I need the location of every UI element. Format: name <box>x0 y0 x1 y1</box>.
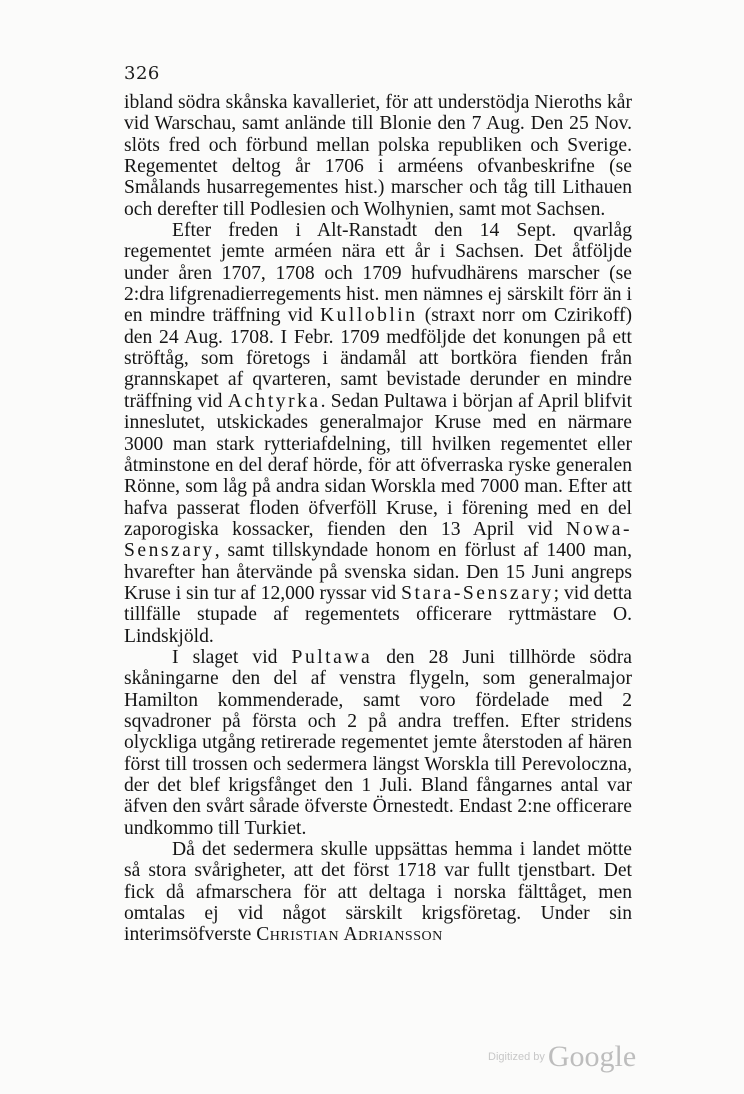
text-segment: Efter freden i Alt-Ranstadt den 14 Sept. qvarlåg regementet jemte arméen nära ett år i Sachsen. Det åtföljde under åren 1707, 1708 och 1709 hufvudhärens marscher (se 2:dra lifgrenadierregements hist. men nämnes ej särskilt förr än i en mindre träffning vid <box>124 220 632 327</box>
text-segment: (straxt norr om Czirikoff) den 24 Aug. 1708. I Febr. 1709 medföljde det konungen på ett ströftåg, som företogs i ändamål att bortköra fienden från grannskapet af qvarteren, samt bevistade derunder en mindre träffning vid <box>124 305 632 412</box>
page-number: 326 <box>124 63 160 84</box>
place-name-spaced: Nowa-Senszary <box>124 518 632 562</box>
text-segment: . Sedan Pultawa i början af April blifvit inneslutet, utskickades generalmajor Kruse med en närmare 3000 man stark rytteriafdelning, till hvilken regementet eller åtminstone en del deraf hörde, för att öfverraska ryske generalen Rönne, som låg på andra sidan Worskla med 7000 man. Efter att hafva passerat floden öfverföll Kruse, i förening med en del zaporogiska kossacker, fienden den 13 April vid <box>124 390 633 540</box>
person-name-smallcaps: Christian Adriansson <box>256 924 443 946</box>
text-segment: den 28 Juni tillhörde södra skåningarne den del af venstra flygeln, som generalmajor Hamilton kommenderade, samt voro fördelade med 2 sqvadroner på första och 2 på andra treffen. Efter stridens olyckliga utgång retirerade regementet jemte återstoden af hären först till trossen och sedermera längst Worskla till Perevoloczna, der det blef krigsfånget den 1 Juli. Bland fångarnes antal var äfven den svårt sårade öfverste Örnestedt. Endast 2:ne officerare undkommo till Turkiet. <box>124 646 632 839</box>
place-name-spaced: Achtyrka <box>227 390 321 412</box>
digitized-by-google-watermark <box>488 1040 636 1074</box>
place-name-spaced: Kulloblin <box>319 305 418 327</box>
text-segment: ibland södra skånska kavalleriet, för att understödja Nieroths kår vid Warschau, samt anlände till Blonie den 7 Aug. Den 25 Nov. slöts fred och förbund mellan polska republiken och Sverige. Regementet deltog år 1706 i arméens ofvanbeskrifne (se Smålands husarregementes hist.) marscher och tåg till Lithauen och derefter till Podlesien och Wolhynien, samt mot Sachsen. <box>124 92 632 220</box>
google-logo: Google <box>547 1040 637 1073</box>
paragraph-2 <box>124 220 632 647</box>
watermark-prefix: Digitized by <box>488 1051 545 1063</box>
body-text <box>124 92 632 946</box>
text-segment: , samt tillskyndade honom en förlust af 1400 man, hvarefter han återvände på svenska sidan. Den 15 Juni angreps Kruse i sin tur af 12,000 ryssar vid <box>124 540 632 604</box>
paragraph-4 <box>124 839 632 946</box>
paragraph-3 <box>124 647 632 839</box>
place-name-spaced: Stara-Senszary <box>401 582 554 604</box>
text-segment: Då det sedermera skulle uppsättas hemma i landet mötte så stora svårigheter, att det först 1718 var fullt tjenstbart. Det fick då afmarschera för att deltaga i norska fälttåget, men omtalas ej vid något särskilt krigsföretag. Under sin interimsöfverste <box>124 839 632 946</box>
text-segment: ; vid detta tillfälle stupade af regementets officerare ryttmästare O. Lindskjöld. <box>124 582 632 647</box>
paragraph-1 <box>124 92 632 220</box>
place-name-spaced: Pultawa <box>291 646 373 668</box>
text-segment: I slaget vid <box>172 646 292 668</box>
